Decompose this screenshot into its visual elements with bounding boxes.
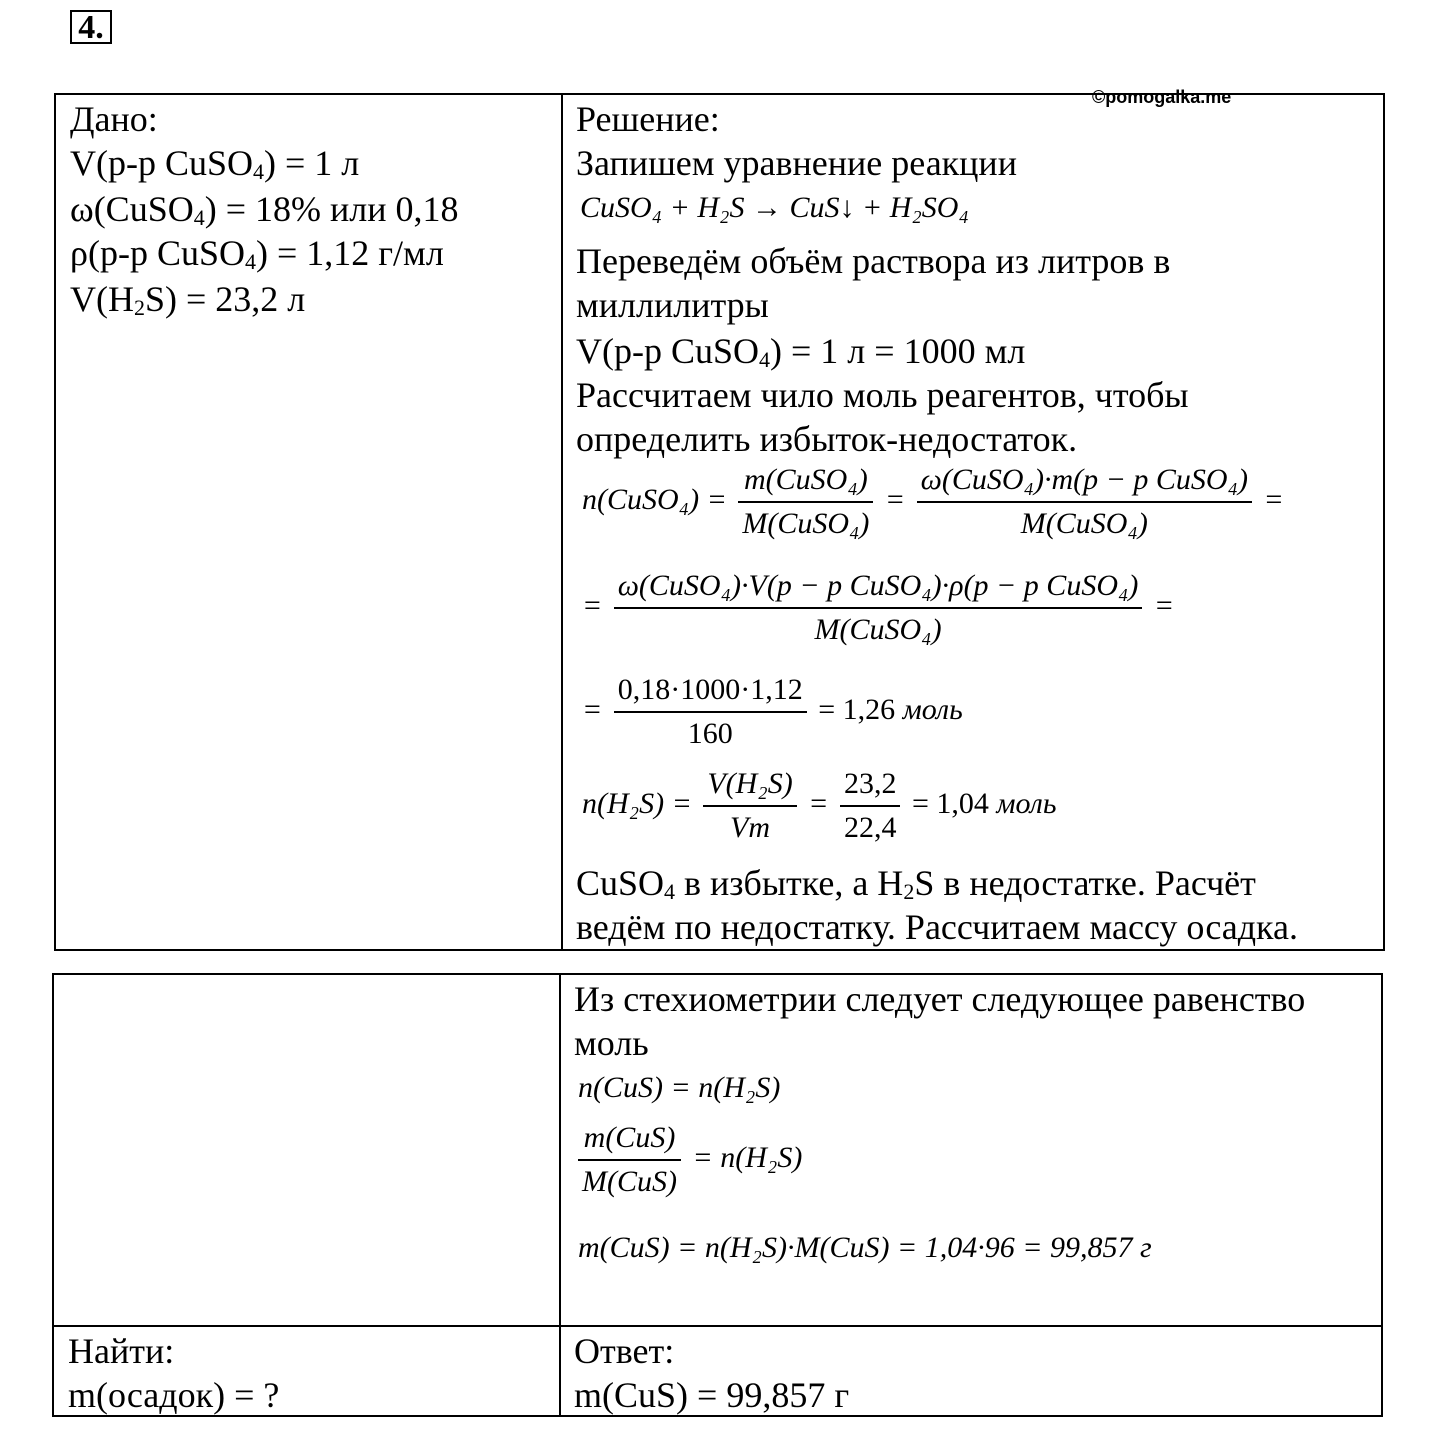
answer-value: m(CuS) = 99,857 г bbox=[574, 1375, 850, 1415]
column-divider bbox=[559, 975, 561, 1415]
given-line-density: ρ(р-р CuSO4) = 1,12 г/мл bbox=[70, 233, 444, 274]
formula-n-cuso4-line1: n(CuSO₄) = $\frac{\text{m(CuSO₄)}}{\text{M(CuSO₄)}}$ = $\frac{\text{ω(CuSO₄)·m(p − p CuSO₄)}}{\text{M(CuSO₄)}}$ = bbox=[582, 463, 1284, 540]
solution-table-part2 bbox=[52, 973, 1383, 1417]
formula-n-cuso4-line3: = $\frac{0,18\cdot 1000\cdot 1,12}{160}$ = 1,26 моль bbox=[582, 673, 963, 750]
reaction-equation: CuSO₄ + H₂S → CuS↓ + H₂SO₄ bbox=[580, 191, 969, 224]
equation-mass-result: m(CuS) = n(H₂S)·M(CuS) = 1,04·96 = 99,857 г bbox=[578, 1231, 1152, 1264]
solution-step-moles-2: определить избыток-недостаток. bbox=[576, 419, 1078, 459]
solution-heading: Решение: bbox=[576, 99, 720, 139]
find-value: m(осадок) = ? bbox=[68, 1375, 280, 1415]
solution-step-convert-1: Переведём объём раствора из литров в bbox=[576, 241, 1171, 281]
equation-n-equality: n(CuS) = n(H₂S) bbox=[578, 1071, 781, 1104]
answer-heading: Ответ: bbox=[574, 1331, 675, 1371]
solution-conclusion-2: ведём по недостатку. Рассчитаем массу осадка. bbox=[576, 907, 1298, 947]
given-heading: Дано: bbox=[70, 99, 158, 139]
stoichiometry-text-2: моль bbox=[574, 1023, 649, 1063]
solution-step-reaction-intro: Запишем уравнение реакции bbox=[576, 143, 1017, 183]
given-line-mass-fraction: ω(CuSO4) = 18% или 0,18 bbox=[70, 189, 459, 230]
given-line-h2s-volume: V(H2S) = 23,2 л bbox=[70, 279, 306, 320]
solution-step-convert-2: миллилитры bbox=[576, 285, 769, 325]
row-divider bbox=[54, 1325, 1381, 1327]
given-line-volume: V(р-р CuSO4) = 1 л bbox=[70, 143, 360, 184]
formula-n-h2s: n(H₂S) = $\frac{\text{V(H₂S)}}{Vm}$ = $\frac{23,2}{22,4}$ = 1,04 моль bbox=[582, 767, 1057, 844]
formula-n-cuso4-line2: = $\frac{\text{ω(CuSO₄)·V(p − p CuSO₄)·ρ(p − p CuSO₄)}}{\text{M(CuSO₄)}}$ = bbox=[582, 569, 1175, 646]
problem-number: 4. bbox=[70, 10, 112, 44]
solution-conclusion-1: CuSO4 в избытке, а H2S в недостатке. Расчёт bbox=[576, 863, 1256, 904]
solution-step-moles-1: Рассчитаем чило моль реагентов, чтобы bbox=[576, 375, 1189, 415]
find-heading: Найти: bbox=[68, 1331, 175, 1371]
equation-mass-over-molar: $\frac{\text{m(CuS)}}{\text{M(CuS)}}$ = n(H₂S) bbox=[574, 1121, 802, 1199]
watermark: ©pomogalka.me bbox=[1092, 87, 1232, 107]
stoichiometry-text-1: Из стехиометрии следует следующее равенство bbox=[574, 979, 1306, 1019]
solution-volume-conversion: V(р-р CuSO4) = 1 л = 1000 мл bbox=[576, 331, 1026, 372]
solution-table-part1 bbox=[54, 87, 1385, 951]
column-divider bbox=[561, 95, 563, 949]
